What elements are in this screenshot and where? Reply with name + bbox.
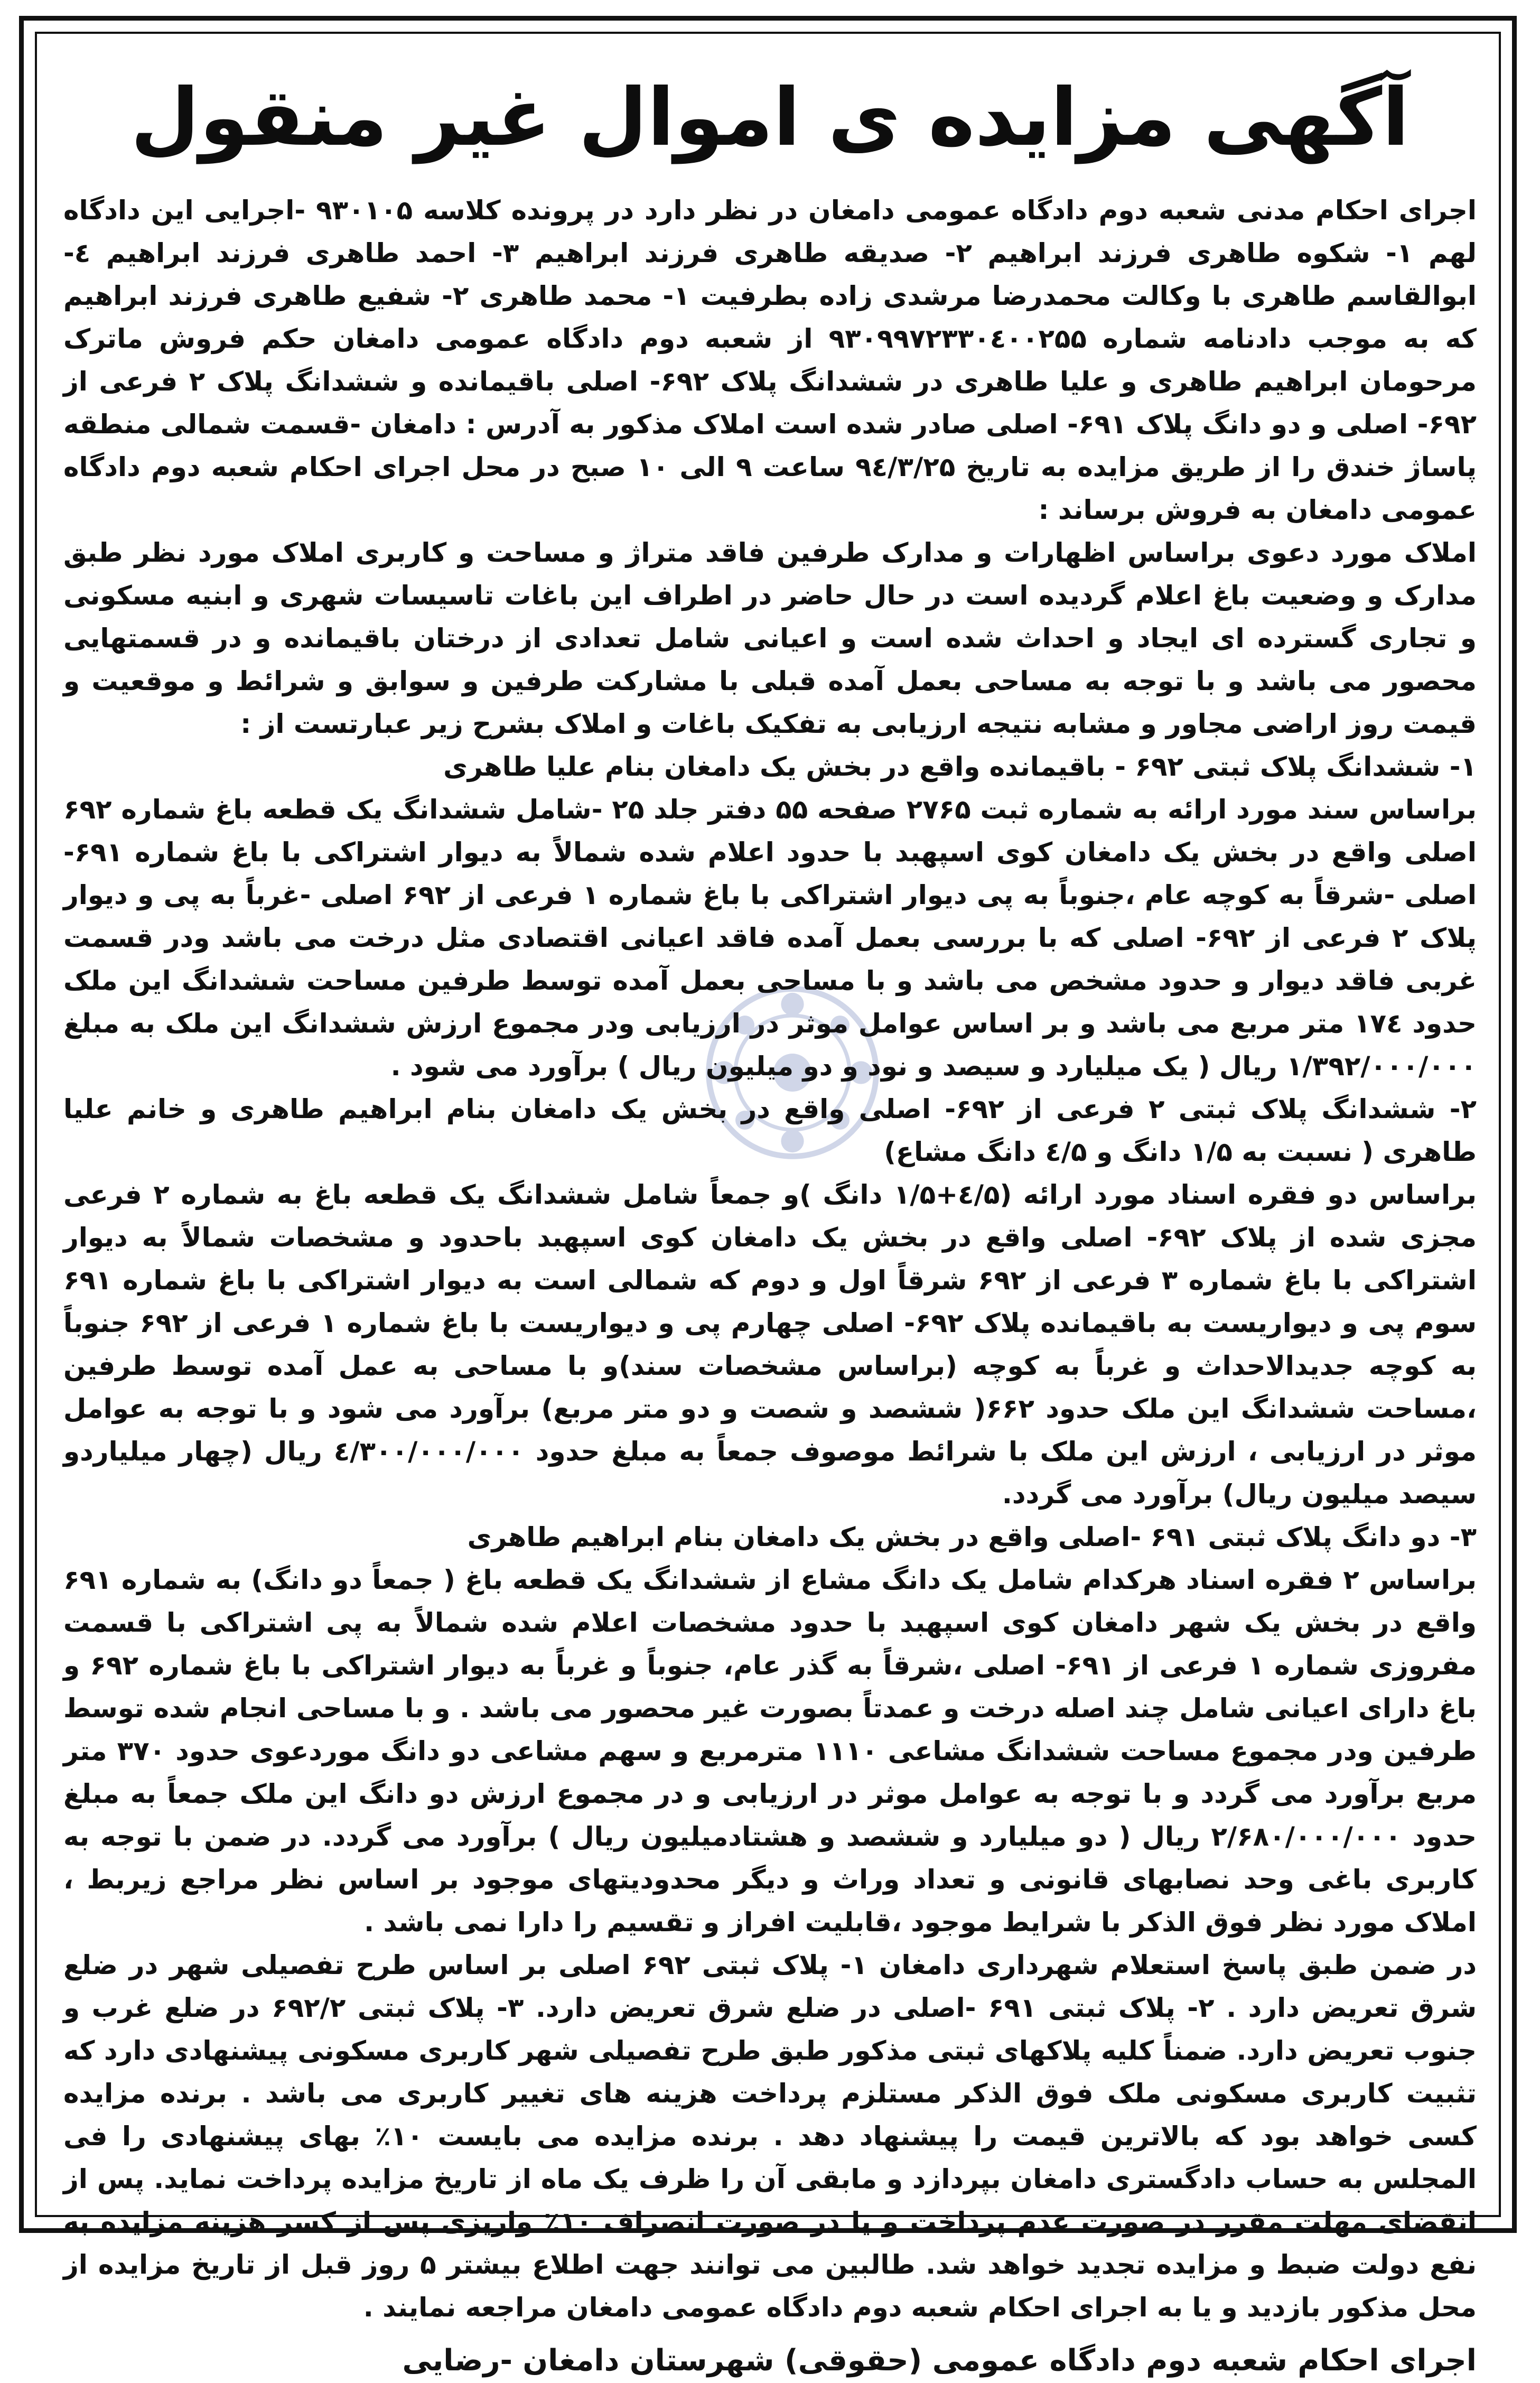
paragraph-property-1: براساس سند مورد ارائه به شماره ثبت ۲۷۶۵ صفحه ۵۵ دفتر جلد ۲۵ -شامل ششدانگ یک قطعه باغ شماره ۶۹۲ اصلی واقع در بخش یک دامغان کوی اسپهبد با حدود اعلام شده شمالاً به دیوار اشتراکی با باغ شماره ۶۹۱- اصلی -شرقاً به کوچه عام ،جنوباً به پی دیوار اشتراکی با باغ شماره ۱ فرعی از ۶۹۲ اصلی -غرباً به پی و دیوار پلاک ۲ فرعی از ۶۹۲- اصلی که با بررسی بعمل آمده فاقد اعیانی اقتصادی مثل درخت می باشد ودر قسمت غربی فاقد دیوار و حدود مشخص می باشد و با مساحی بعمل آمده توسط طرفین مساحت ششدانگ این ملک حدود ۱۷٤ متر مربع می باشد و بر اساس عوامل موثر در ارزیابی ودر مجموع ارزش ششدانگ این ملک به مبلغ ۱/۳۹۲/۰۰۰/۰۰۰ ریال ( یک میلیارد و سیصد و نود و دو میلیون ریال ) برآورد می شود .	[63, 794, 1477, 1082]
paragraph-property-3: براساس ۲ فقره اسناد هرکدام شامل یک دانگ مشاع از ششدانگ یک قطعه باغ ( جمعاً دو دانگ) به شماره ۶۹۱ واقع در بخش یک شهر دامغان کوی اسپهبد با حدود مشخصات اعلام شده شمالاً به پی اشتراکی با قسمت مفروزی شماره ۱ فرعی از ۶۹۱- اصلی ،شرقاً به گذر عام، جنوباً و غرباً به دیوار اشتراکی با باغ شماره ۶۹۲ و باغ دارای اعیانی شامل چند اصله درخت و عمدتاً بصورت غیر محصور می باشد . و با مساحی انجام شده توسط طرفین ودر مجموع مساحت ششدانگ مشاعی ۱۱۱۰ مترمربع و سهم مشاعی دو دانگ موردعوی حدود ۳۷۰ متر مربع برآورد می گردد و با توجه به عوامل موثر در ارزیابی و در مجموع ارزش دو دانگ این ملک جمعاً به مبلغ حدود ۲/۶۸۰/۰۰۰/۰۰۰ ریال ( دو میلیارد و ششصد و هشتادمیلیون ریال ) برآورد می گردد. در ضمن با توجه به کاربری باغی وحد نصابهای قانونی و تعداد وراث و دیگر محدودیتهای موجود بر اساس نظر مراجع زیربط ، املاک مورد نظر فوق الذکر با شرایط موجود ،قابلیت افراز و تقسیم را دارا نمی باشد .	[63, 1564, 1477, 1938]
section-heading-2: ۲- ششدانگ پلاک ثبتی ۲ فرعی از ۶۹۲- اصلی واقع در بخش یک دامغان بنام ابراهیم طاهری و خانم علیا طاهری ( نسبت به ۱/۵ دانگ و ٤/۵ دانگ مشاع)	[63, 1093, 1477, 1167]
section-heading-3: ۳- دو دانگ پلاک ثبتی ۶۹۱ -اصلی واقع در بخش یک دامغان بنام ابراهیم طاهری	[467, 1521, 1477, 1552]
notice-content	[63, 69, 1477, 2378]
paragraph-conditions: در ضمن طبق پاسخ استعلام شهرداری دامغان ۱- پلاک ثبتی ۶۹۲ اصلی بر اساس طرح تفصیلی شهر در ضلع شرق تعریض دارد . ۲- پلاک ثبتی ۶۹۱ -اصلی در ضلع شرق تعریض دارد. ۳- پلاک ثبتی ۶۹۲/۲ در ضلع غرب و جنوب تعریض دارد. ضمناً کلیه پلاکهای ثبتی مذکور طبق طرح تفصیلی شهر کاربری مسکونی پیشنهادی دارد که تثبیت کاربری مسکونی ملک فوق الذکر مستلزم پرداخت هزینه های تغییر کاربری می باشد . برنده مزایده کسی خواهد بود که بالاترین قیمت را پیشنهاد دهد . برنده مزایده می بایست ۱۰٪ بهای پیشنهادی را فی المجلس به حساب دادگستری دامغان بپردازد و مابقی آن را ظرف یک ماه از تاریخ مزایده پرداخت نماید. پس از انقضای مهلت مقرر در صورت عدم پرداخت و یا در صورت انصراف ۱۰٪ واریزی پس از کسر هزینه مزایده به نفع دولت ضبط و مزایده تجدید خواهد شد. طالبین می توانند جهت اطلاع بیشتر ۵ روز قبل از تاریخ مزایده از محل مذکور بازدید و یا به اجرای احکام شعبه دوم دادگاه عمومی دامغان مراجعه نمایند .	[63, 1949, 1477, 2323]
paragraph-intro: اجرای احکام مدنی شعبه دوم دادگاه عمومی دامغان در نظر دارد در پرونده کلاسه ۹۳۰۱۰۵ -اجرایی این دادگاه لهم ۱- شکوه طاهری فرزند ابراهیم ۲- صدیقه طاهری فرزند ابراهیم ۳- احمد طاهری فرزند ابراهیم ٤- ابوالقاسم طاهری با وکالت محمدرضا مرشدی زاده بطرفیت ۱- محمد طاهری ۲- شفیع طاهری فرزند ابراهیم که به موجب دادنامه شماره ۹۳۰۹۹۷۲۳۳۰٤۰۰۲۵۵ از شعبه دوم دادگاه عمومی دامغان حکم فروش ماترک مرحومان ابراهیم طاهری و علیا طاهری در ششدانگ پلاک ۶۹۲- اصلی باقیمانده و ششدانگ پلاک ۲ فرعی از ۶۹۲- اصلی و دو دانگ پلاک ۶۹۱- اصلی صادر شده است املاک مذکور به آدرس : دامغان -قسمت شمالی منطقه پاساژ خندق را از طریق مزایده به تاریخ ۹٤/۳/۲۵ ساعت ۹ الی ۱۰ صبح در محل اجرای احکام شعبه دوم دادگاه عمومی دامغان به فروش برساند :	[63, 194, 1477, 525]
signature-line: اجرای احکام شعبه دوم دادگاه عمومی (حقوقی) شهرستان دامغان -رضایی	[402, 2343, 1477, 2378]
paragraph-property-2: براساس دو فقره اسناد مورد ارائه (٤/۵+۱/۵ دانگ )و جمعاً شامل ششدانگ یک قطعه باغ به شماره ۲ فرعی مجزی شده از پلاک ۶۹۲- اصلی واقع در بخش یک دامغان کوی اسپهبد باحدود و مشخصات شمالاً به دیوار اشتراکی با باغ شماره ۳ فرعی از ۶۹۲ شرقاً اول و دوم که شمالی است به دیوار اشتراکی با باغ شماره ۶۹۱ سوم پی و دیواریست به باقیمانده پلاک ۶۹۲- اصلی چهارم پی و دیواریست با باغ شماره ۱ فرعی از ۶۹۲ جنوباً به کوچه جدیدالاحداث و غرباً به کوچه (براساس مشخصات سند)و با مساحی به عمل آمده توسط طرفین ،مساحت ششدانگ این ملک حدود ۶۶۲( ششصد و شصت و دو متر مربع) برآورد می شود و با توجه به عوامل موثر در ارزیابی ، ارزش این ملک با شرائط موصوف جمعاً به مبلغ حدود ٤/۳۰۰/۰۰۰/۰۰۰ ریال (چهار میلیاردو سیصد میلیون ریال) برآورد می گردد.	[63, 1179, 1477, 1510]
page-title: آگهی مزایده ی اموال غیر منقول	[130, 72, 1410, 164]
section-heading-1: ۱- ششدانگ پلاک ثبتی ۶۹۲ - باقیمانده واقع در بخش یک دامغان بنام علیا طاهری	[443, 751, 1477, 782]
paragraph-assessment: املاک مورد دعوی براساس اظهارات و مدارک طرفین فاقد متراژ و مساحت و کاربری املاک مورد نظر طبق مدارک و وضعیت باغ اعلام گردیده است در حال حاضر در اطراف این باغات تاسیسات شهری و ابنیه مسکونی و تجاری گسترده ای ایجاد و احداث شده است و اعیانی شامل تعدادی از درختان باقیمانده و در قسمتهایی محصور می باشد و با توجه به مساحی بعمل آمده قبلی با مشارکت طرفین و سوابق و شرائط و موقعیت و قیمت روز اراضی مجاور و مشابه نتیجه ارزیابی به تفکیک باغات و املاک بشرح زیر عبارتست از :	[63, 537, 1477, 739]
